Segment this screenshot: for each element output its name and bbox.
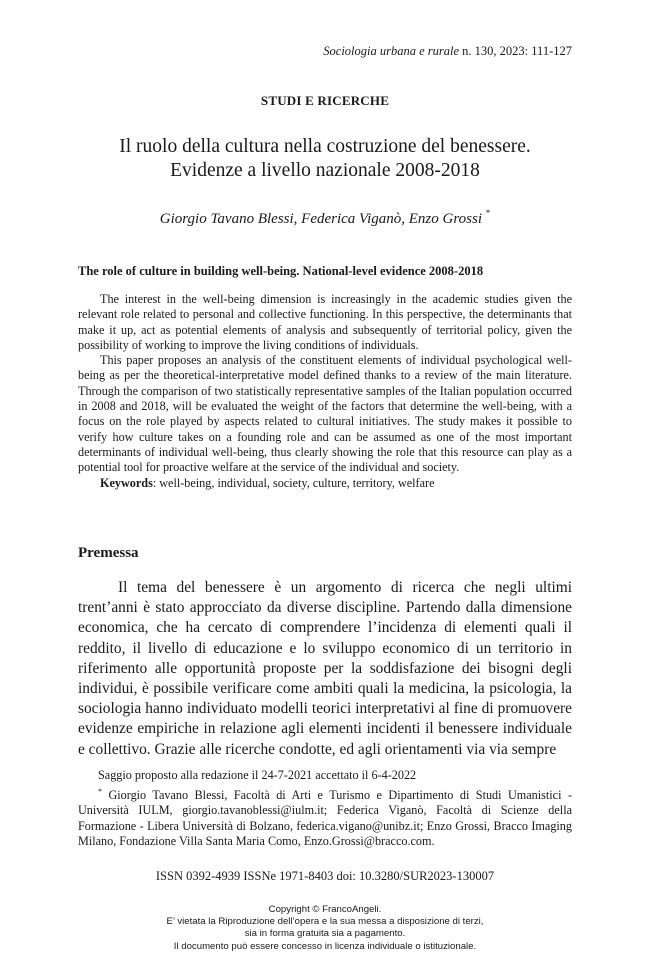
issue-info: n. 130, 2023: 111-127	[459, 44, 572, 58]
issn-doi: ISSN 0392-4939 ISSNe 1971-8403 doi: 10.3280/SUR2023-130007	[155, 869, 495, 883]
section-label: STUDI E RICERCHE	[260, 93, 390, 108]
body-paragraph: Il tema del benessere è un argomento di ricerca che negli ultimi trent’anni è stato approcciato da diverse discipline. Partendo dalla dimensione economica, che ha cercato di comprendere l’incidenza di elementi quali il reddito, il livello di educazione e lo sviluppo economico di un territorio in riferimento alle opportunità proposte per la soddisfazione dei bisogni degli individui, è possibile verificare come ambiti quali la medicina, la psicologia, la sociologia hanno individuato modelli teorici interpretativi al fine di promuovere evidenze empiriche in relazione agli elementi incidenti il benessere individuale e collettivo. Grazie alle ricerche condotte, ed agli orientamenti via via sempre	[78, 579, 572, 758]
author-names: Giorgio Tavano Blessi, Federica Viganò, Enzo Grossi	[159, 211, 482, 227]
english-title: The role of culture in building well-being. National-level evidence 2008-2018	[78, 264, 484, 278]
footnote-mark: *	[98, 786, 102, 796]
keywords	[78, 476, 572, 491]
affiliation-text: Giorgio Tavano Blessi, Facoltà di Arti e Turismo e Dipartimento di Studi Umanistici - Università IULM, giorgio.tavanoblessi@iulm.it; Federica Viganò, Facoltà di Scienze della Formazione - Libera Università di Bolzano, federica.vigano@unibz.it; Enzo Grossi, Bracco Imaging Milano, Fondazione Villa Santa Maria Como, Enzo.Grossi@bracco.com.	[78, 787, 572, 849]
copyright-line-3: sia in forma gratuita sia a pagamento.	[244, 928, 406, 940]
abstract-paragraph-2: This paper proposes an analysis of the constituent elements of individual psychological well-being as per the theoretical-interpretative model defined thanks to a review of the main literature. Through the comparison of two statistically representative samples of the Italian population occurred in 2008 and 2018, will be evaluated the weight of the factors that determine the well-being, with a focus on the role played by aspects related to cultural initiatives. The study makes it possible to verify how culture takes on a founding role and can be assumed as one of the most important determinants of individual well-being, thus clearly showing the role that this resource can play as a potential tool for proactive welfare at the service of the individual and society.	[78, 353, 572, 475]
journal-name: Sociologia urbana e rurale	[323, 44, 460, 58]
section-heading: Premessa	[78, 545, 139, 561]
submission-note: Saggio proposto alla redazione il 24-7-2021 accettato il 6-4-2022	[98, 768, 417, 782]
copyright-line-4: Il documento può essere concesso in licenza individuale o istituzionale.	[173, 940, 477, 952]
keywords-label: Keywords	[100, 475, 153, 490]
affiliation-note	[78, 784, 572, 850]
copyright-notice	[0, 904, 650, 953]
copyright-line-1: Copyright © FrancoAngeli.	[268, 904, 382, 915]
keywords-list: : well-being, individual, society, culture, territory, welfare	[152, 475, 435, 490]
body-text	[78, 578, 572, 760]
abstract-paragraph-1: The interest in the well-being dimension is increasingly in the academic studies given the relevant role related to personal and collective functioning. In this perspective, the determinants that make it up, act as potential elements of analysis and subsequently of territorial policy, given the possibility of working to improve the living conditions of individuals.	[78, 292, 572, 352]
abstract	[78, 292, 572, 491]
author-footnote-mark: *	[485, 208, 491, 218]
title-line-1: Il ruolo della cultura nella costruzione del benessere.	[119, 136, 531, 157]
author-list	[0, 208, 650, 228]
title-line-2: Evidenze a livello nazionale 2008-2018	[170, 160, 480, 181]
footnotes	[78, 768, 572, 850]
copyright-line-2: E’ vietata la Riproduzione dell’opera e la sua messa a disposizione di terzi,	[166, 916, 484, 928]
running-head	[323, 44, 572, 59]
article-title	[60, 135, 590, 183]
